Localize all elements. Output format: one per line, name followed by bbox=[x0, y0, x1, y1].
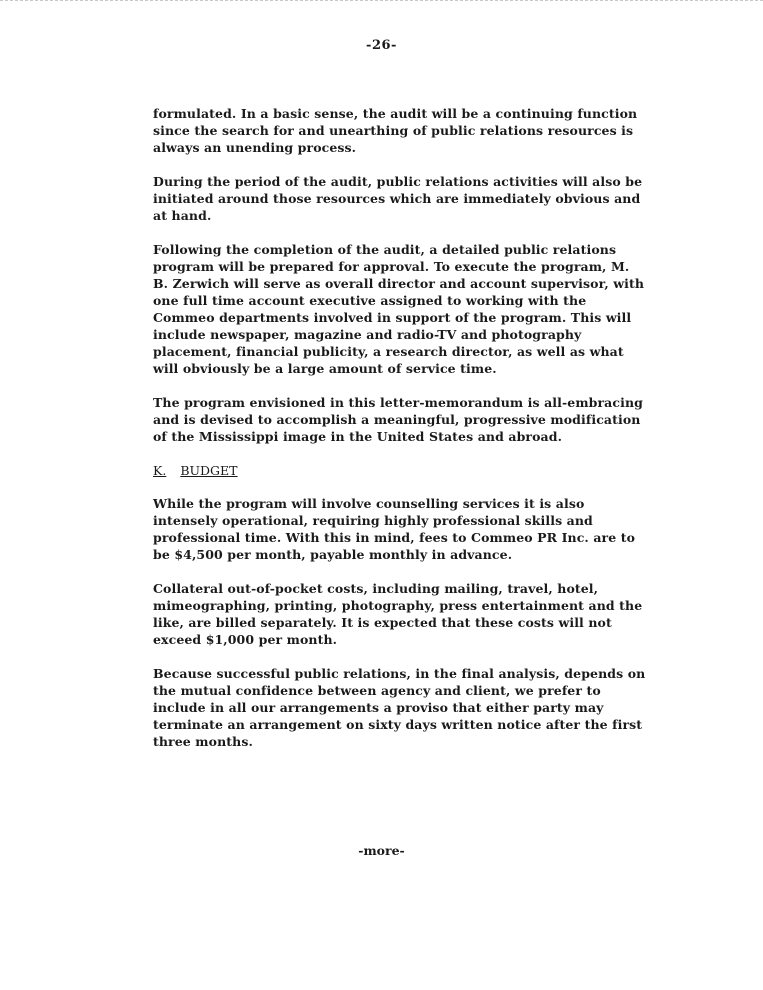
paragraph-fees: While the program will involve counselling services it is also intensely operational, requiring highly professional skills and professional time. With this in mind, fees to Commeo PR Inc. are to be $4,500 per month, payable monthly in advance. bbox=[153, 496, 636, 562]
section-heading-budget bbox=[153, 462, 648, 479]
paragraph-termination: Because successful public relations, in the final analysis, depends on the mutual confidence between agency and client, we prefer to include in all our arrangements a proviso that either party may terminate an arrangement on sixty days written notice after the first three months. bbox=[153, 666, 646, 749]
section-title: BUDGET bbox=[180, 463, 238, 478]
paragraph-audit-continuation: formulated. In a basic sense, the audit will be a continuing function since the search for and unearthing of public relations resources is always an unending process. bbox=[153, 106, 638, 155]
paragraph-program-staffing: Following the completion of the audit, a detailed public relations program will be prepared for approval. To execute the program, M. B. Zerwich will serve as overall director and account supervisor, with one full time account executive assigned to working with the Commeo departments involved in support of the program. This will include newspaper, magazine and radio-TV and photography placement, financial publicity, a research director, as well as what will obviously be a large amount of service time. bbox=[153, 242, 645, 376]
paragraph-collateral-costs: Collateral out-of-pocket costs, including mailing, travel, hotel, mimeographing, printing, photography, press entertainment and the like, are billed separately. It is expected that these costs will not exceed $1,000 per month. bbox=[153, 581, 643, 647]
paragraph-program-scope: The program envisioned in this letter-memorandum is all-embracing and is devised to accomplish a meaningful, progressive modification of the Mississippi image in the United States and abroad. bbox=[153, 395, 643, 444]
continuation-marker: -more- bbox=[358, 843, 405, 858]
page-number: -26- bbox=[366, 38, 397, 53]
paragraph-audit-period: During the period of the audit, public relations activities will also be initiated around those resources which are immediately obvious and at hand. bbox=[153, 174, 643, 223]
section-letter: K. bbox=[153, 463, 167, 478]
page-top-edge bbox=[0, 0, 763, 1]
document-body bbox=[153, 105, 648, 767]
